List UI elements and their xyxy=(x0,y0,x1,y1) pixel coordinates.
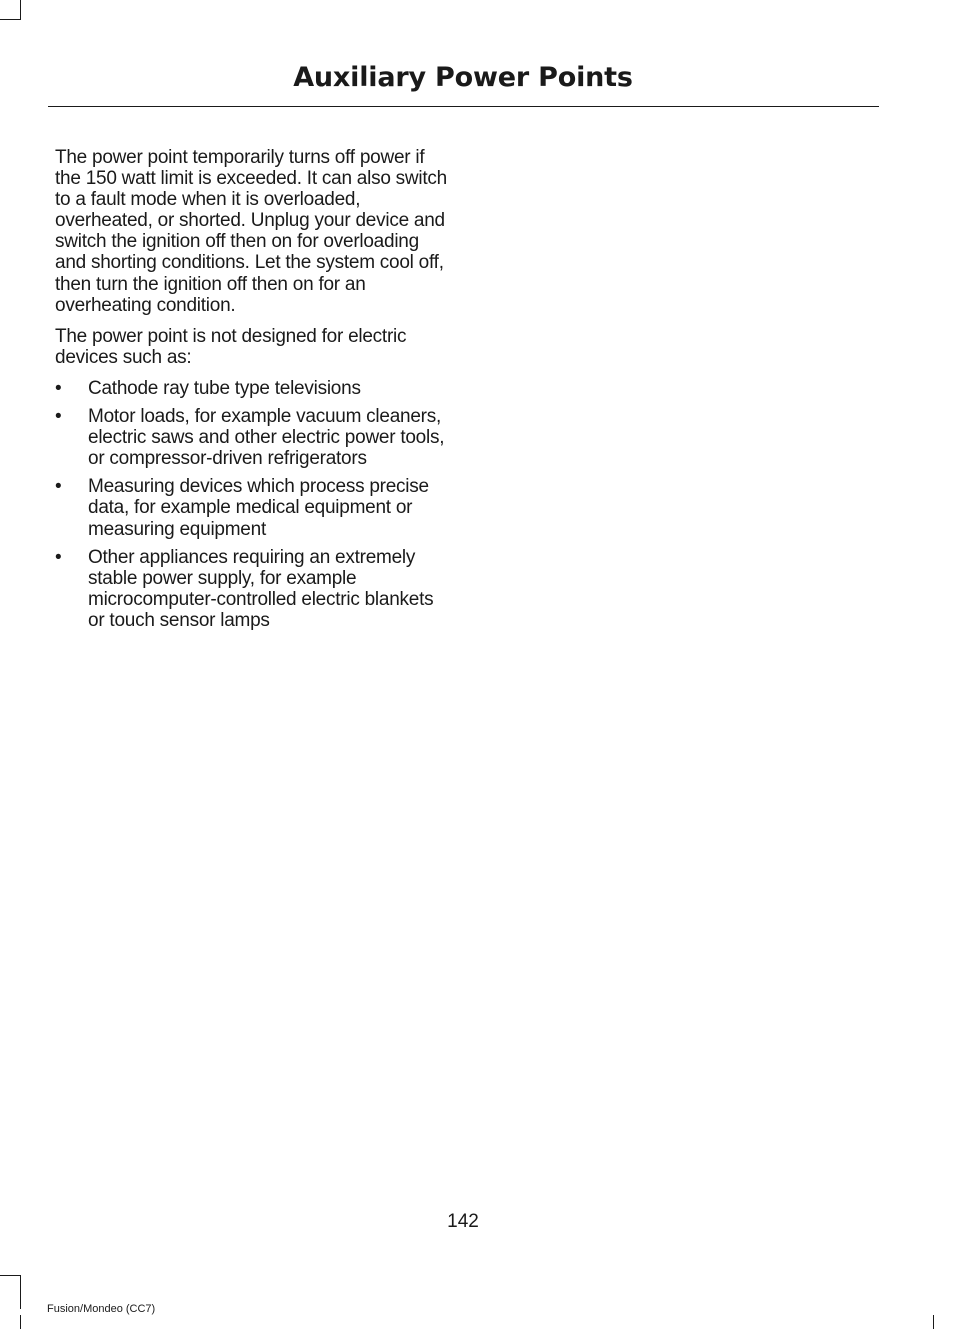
crop-mark-top-left-horizontal xyxy=(0,19,20,20)
crop-mark-bottom-left xyxy=(20,1275,21,1309)
unsupported-devices-list xyxy=(55,378,447,631)
crop-mark-bottom-left-horizontal xyxy=(0,1275,20,1276)
list-item xyxy=(55,378,447,399)
bullet-icon: • xyxy=(55,546,62,568)
list-item-text: Motor loads, for example vacuum cleaners, electric saws and other electric power tools, or compressor-driven refrigerators xyxy=(88,406,445,470)
list-item xyxy=(55,547,447,631)
page-number: 142 xyxy=(447,1211,479,1232)
crop-mark-top-left xyxy=(20,0,21,20)
bullet-icon: • xyxy=(55,377,62,399)
list-item xyxy=(55,406,447,469)
paragraph-not-designed-for: The power point is not designed for electric devices such as: xyxy=(55,325,407,368)
bullet-icon: • xyxy=(55,476,62,498)
crop-mark-bottom-left-tick xyxy=(20,1315,21,1329)
crop-mark-bottom-right-tick xyxy=(933,1315,934,1329)
main-content xyxy=(55,147,447,638)
list-item-text: Other appliances requiring an extremely stable power supply, for example microcomputer-controlled electric blankets or touch sensor lamps xyxy=(88,546,434,631)
paragraph-power-limit: The power point temporarily turns off power if the 150 watt limit is exceeded. It can also switch to a fault mode when it is overloaded, overheated, or shorted. Unplug your device and switch the ignition off then on for overloading and shorting conditions. Let the system cool off, then turn the ignition off then on for an overheating condition. xyxy=(55,147,447,316)
page-title: Auxiliary Power Points xyxy=(293,62,633,93)
list-item xyxy=(55,476,447,539)
list-item-text: Measuring devices which process precise data, for example medical equipment or measuring equipment xyxy=(88,476,429,540)
list-item-text: Cathode ray tube type televisions xyxy=(88,377,361,399)
header-divider xyxy=(48,106,879,107)
footer-model-label: Fusion/Mondeo (CC7) xyxy=(47,1303,156,1315)
bullet-icon: • xyxy=(55,406,62,428)
